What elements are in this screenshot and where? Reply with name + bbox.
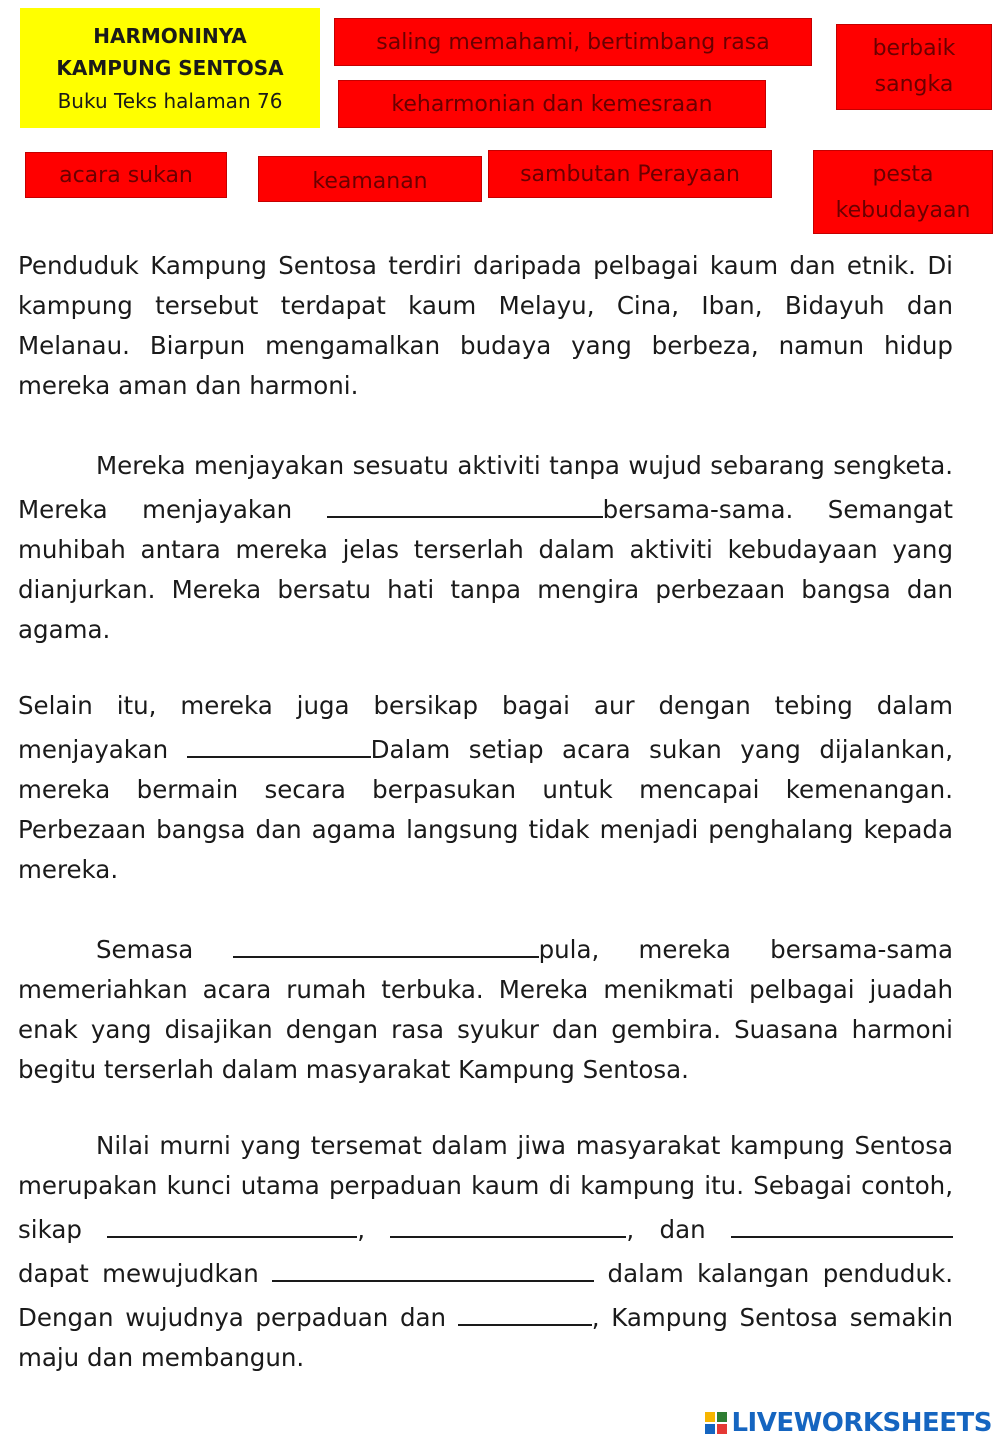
answer-chip[interactable] [836, 24, 992, 110]
paragraph-text: Nilai murni yang tersemat dalam jiwa masyarakat kampung Sentosa merupakan kunci utama perpaduan kaum di kampung itu. Sebagai contoh, sikap [18, 1131, 953, 1244]
answer-chip[interactable] [334, 18, 812, 66]
paragraph-text: Dalam setiap acara sukan yang dijalankan, mereka bermain secara berpasukan untuk mencapai kemenangan. Perbezaan bangsa dan agama langsung tidak menjadi penghalang kepada mereka. [18, 735, 953, 884]
chip-label: sangka [874, 72, 954, 97]
paragraph-text: , [357, 1215, 391, 1244]
paragraph-5 [18, 1126, 953, 1378]
paragraph-text: pula, mereka bersama-sama memeriahkan acara rumah terbuka. Mereka menikmati pelbagai juadah enak yang disajikan dengan rasa syukur dan gembira. Suasana harmoni begitu terserlah dalam masyarakat Kampung Sentosa. [18, 935, 954, 1084]
paragraph-text: dapat mewujudkan [18, 1259, 273, 1288]
paragraph-text: Mereka menjayakan sesuatu aktiviti tanpa wujud sebarang sengketa. Mereka menjayakan [18, 451, 953, 524]
title-line-2: KAMPUNG SENTOSA [56, 56, 284, 80]
paragraph-text: , dan [626, 1215, 731, 1244]
answer-chip[interactable] [258, 156, 482, 202]
chip-label: berbaik [872, 36, 956, 61]
paragraph-3 [18, 686, 953, 890]
liveworksheets-logo [705, 1406, 992, 1440]
paragraph-1 [18, 246, 953, 406]
chip-label: sambutan Perayaan [520, 162, 740, 187]
answer-blank-6[interactable] [731, 1206, 953, 1238]
brand-name: LIVEWORKSHEETS [731, 1408, 992, 1438]
subtitle: Buku Teks halaman 76 [57, 89, 283, 113]
chip-label: acara sukan [59, 163, 193, 188]
answer-chip[interactable] [488, 150, 772, 198]
chip-label: keharmonian dan kemesraan [391, 92, 713, 117]
paragraph-text: dalam kalangan penduduk. Dengan wujudnya perpaduan dan [18, 1259, 953, 1332]
answer-blank-5[interactable] [390, 1206, 626, 1238]
answer-chip[interactable] [813, 150, 993, 234]
paragraph-text: Selain itu, mereka juga bersikap bagai aur dengan tebing dalam menjayakan [18, 691, 953, 764]
chip-label: kebudayaan [835, 198, 971, 223]
paragraph-text: Semasa [96, 935, 233, 964]
paragraph-2 [18, 446, 953, 650]
answer-blank-7[interactable] [272, 1250, 594, 1282]
answer-blank-2[interactable] [187, 726, 371, 758]
chip-label: saling memahami, bertimbang rasa [376, 30, 770, 55]
answer-blank-1[interactable] [327, 486, 603, 518]
chip-label: pesta [872, 162, 934, 187]
paragraph-text: , Kampung Sentosa semakin maju dan membangun. [18, 1303, 953, 1372]
answer-chip[interactable] [338, 80, 766, 128]
paragraph-4 [18, 926, 953, 1090]
answer-blank-4[interactable] [107, 1206, 357, 1238]
answer-blank-3[interactable] [233, 926, 539, 958]
answer-blank-8[interactable] [458, 1294, 592, 1326]
answer-chip[interactable] [25, 152, 227, 198]
logo-grid-icon [705, 1412, 727, 1434]
paragraph-text: bersama-sama. Semangat muhibah antara mereka jelas terserlah dalam aktiviti kebudayaan yang dianjurkan. Mereka bersatu hati tanpa mengira perbezaan bangsa dan agama. [18, 495, 954, 644]
title-line-1: HARMONINYA [93, 24, 247, 48]
paragraph-text: Penduduk Kampung Sentosa terdiri daripada pelbagai kaum dan etnik. Di kampung tersebut terdapat kaum Melayu, Cina, Iban, Bidayuh dan Melanau. Biarpun mengamalkan budaya yang berbeza, namun hidup mereka aman dan harmoni. [18, 251, 953, 400]
chip-label: keamanan [312, 169, 428, 194]
title-box [20, 8, 320, 128]
